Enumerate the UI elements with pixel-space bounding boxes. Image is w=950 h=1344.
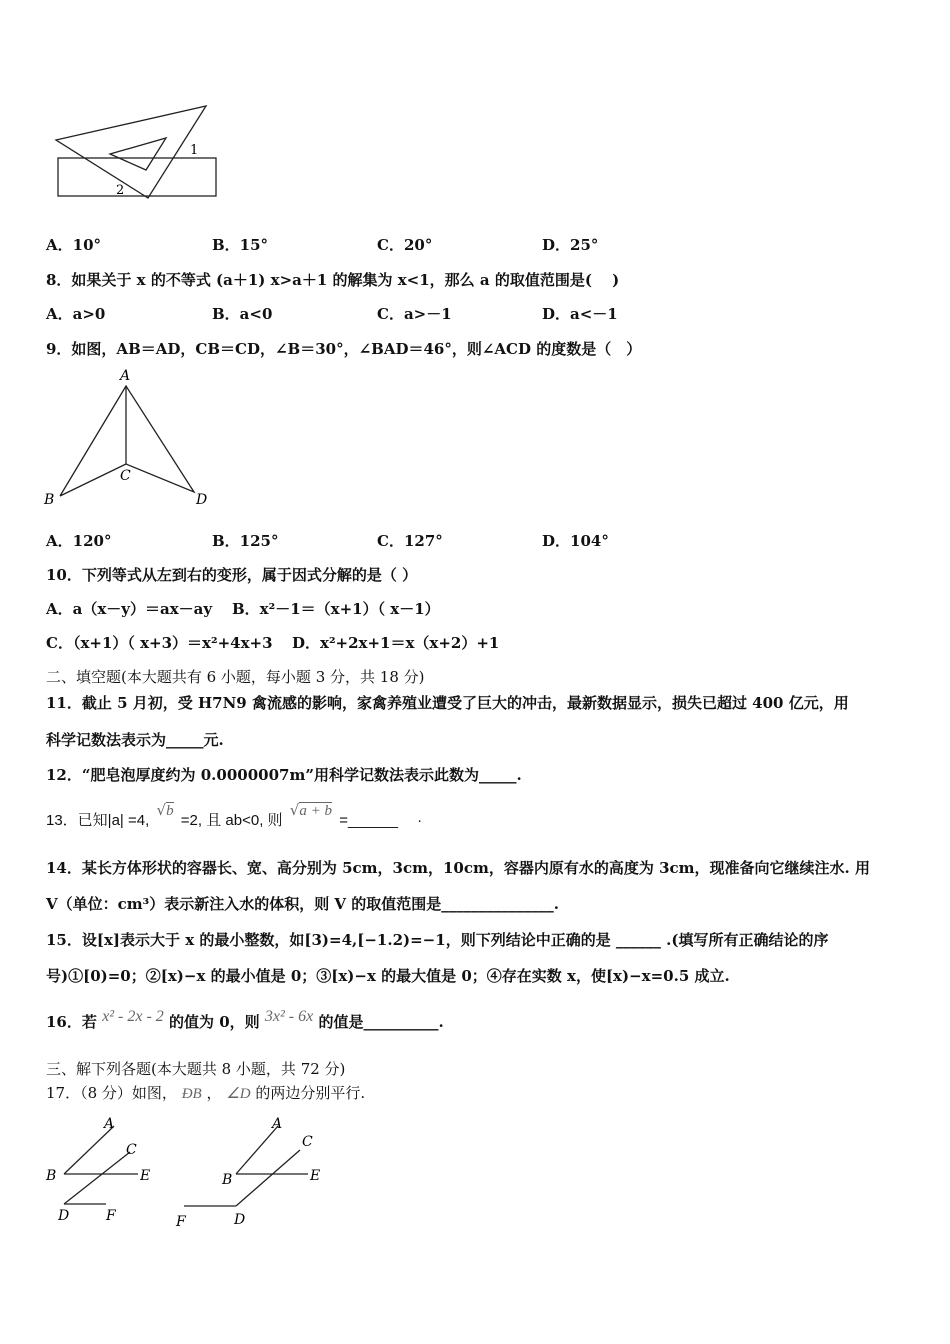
vertex-d-label: D bbox=[196, 492, 208, 508]
q13-question bbox=[46, 801, 423, 831]
parallel-angles-figure-2 bbox=[170, 1110, 330, 1230]
q8-option-d[interactable]: D．a<－1 bbox=[542, 305, 618, 323]
q13-mid: =2, 且 ab<0, 则 bbox=[180, 812, 283, 829]
fig17b-label-d: D bbox=[234, 1212, 246, 1228]
fig17b-label-e: E bbox=[310, 1168, 321, 1184]
parallel-angles-figure-1 bbox=[40, 1110, 170, 1230]
q17-question bbox=[46, 1083, 365, 1104]
ray-dc-2 bbox=[236, 1150, 300, 1206]
q13-prefix: 13．已知|a| =4, bbox=[46, 812, 150, 829]
fig17a-label-a: A bbox=[104, 1116, 115, 1132]
q9-option-d[interactable]: D．104° bbox=[542, 532, 609, 550]
q14-line1: 14．某长方体形状的容器长、宽、高分别为 5cm，3cm，10cm，容器内原有水的高度为 3cm，现准备向它继续注水. 用 bbox=[46, 859, 870, 877]
q11-line2: 科学记数法表示为_____元. bbox=[46, 731, 224, 749]
ray-dc bbox=[64, 1152, 130, 1204]
q15-line1: 15．设[x]表示大于 x 的最小整数，如[3)=4,[−1.2)=−1，则下列结论中正确的是 ______ .(填写所有正确结论的序 bbox=[46, 931, 829, 949]
fig17a-label-c: C bbox=[126, 1142, 137, 1158]
q11-line1: 11．截止 5 月初，受 H7N9 禽流感的影响，家禽养殖业遭受了巨大的冲击，最新数据显示，损失已超过 400 亿元，用 bbox=[46, 694, 849, 712]
q10-option-b[interactable]: B．x²－1＝（x+1）（ x－1） bbox=[232, 600, 440, 618]
angle-1-label: 1 bbox=[190, 143, 199, 158]
section-3-heading: 三、解下列各题(本大题共 8 小题，共 72 分) bbox=[46, 1060, 346, 1078]
vertex-b-label: B bbox=[44, 492, 55, 508]
fig17b-label-b: B bbox=[222, 1172, 233, 1188]
fig17b-label-c: C bbox=[302, 1134, 313, 1150]
q9-option-c[interactable]: C．127° bbox=[377, 532, 443, 550]
inner-triangle bbox=[110, 138, 166, 170]
q7-option-d[interactable]: D．25° bbox=[542, 236, 599, 254]
q9-option-a[interactable]: A．120° bbox=[46, 532, 112, 550]
q17-mid: ， bbox=[206, 1084, 222, 1102]
fig17b-label-f: F bbox=[176, 1214, 186, 1230]
ray-ba bbox=[64, 1126, 114, 1174]
section-2-heading: 二、填空题(本大题共有 6 小题，每小题 3 分，共 18 分) bbox=[46, 668, 425, 686]
q7-option-a[interactable]: A．10° bbox=[46, 236, 102, 254]
q16-suffix: 的值是__________. bbox=[318, 1013, 444, 1031]
triangle-ruler-figure bbox=[50, 98, 250, 208]
q12-question: 12．“肥皂泡厚度约为 0.0000007m”用科学记数法表示此数为_____. bbox=[46, 766, 522, 784]
q10-option-c[interactable]: C．（x+1）（ x+3）＝x²+4x+3 bbox=[46, 634, 273, 652]
sqrt-b: √b bbox=[156, 801, 174, 819]
q8-question: 8．如果关于 x 的不等式 (a＋1) x>a＋1 的解集为 x<1，那么 a 的取值范围是( ) bbox=[46, 271, 620, 289]
q17-angle-d: ∠D bbox=[226, 1086, 251, 1102]
q9-option-b[interactable]: B．125° bbox=[212, 532, 279, 550]
q16-mid: 的值为 0，则 bbox=[169, 1013, 260, 1031]
q10-option-d[interactable]: D．x²+2x+1＝x（x+2）+1 bbox=[292, 634, 500, 652]
q17-prefix: 17．（8 分）如图， bbox=[46, 1084, 177, 1102]
fig17a-label-e: E bbox=[140, 1168, 151, 1184]
q10-question: 10．下列等式从左到右的变形，属于因式分解的是（ ） bbox=[46, 566, 418, 584]
q17-suffix: 的两边分别平行. bbox=[255, 1084, 366, 1102]
fig17a-label-d: D bbox=[58, 1208, 70, 1224]
q13-suffix: =______ · bbox=[339, 812, 423, 829]
q7-option-b[interactable]: B．15° bbox=[212, 236, 269, 254]
q16-question bbox=[46, 1008, 444, 1033]
vertex-c-label: C bbox=[120, 468, 131, 484]
q16-expr2: 3x² - 6x bbox=[264, 1008, 314, 1025]
q15-line2: 号)①[0)=0；②[x)−x 的最小值是 0；③[x)−x 的最大值是 0；④存在实数 x，使[x)−x=0.5 成立. bbox=[46, 967, 730, 985]
kite-figure bbox=[40, 366, 220, 511]
ray-ba-2 bbox=[236, 1126, 278, 1174]
q14-line2: V（单位：cm³）表示新注入水的体积，则 V 的取值范围是_______________. bbox=[46, 895, 560, 913]
outer-triangle bbox=[56, 106, 206, 198]
sqrt-b-radicand: b bbox=[166, 803, 174, 819]
q16-prefix: 16．若 bbox=[46, 1013, 97, 1031]
sqrt-ab-radicand: a + b bbox=[299, 803, 332, 819]
q8-option-a[interactable]: A．a>0 bbox=[46, 305, 106, 323]
fig17a-label-b: B bbox=[46, 1168, 57, 1184]
sqrt-ab: √a + b bbox=[289, 801, 332, 819]
q7-option-c[interactable]: C．20° bbox=[377, 236, 433, 254]
q16-expr1: x² - 2x - 2 bbox=[102, 1008, 164, 1025]
vertex-a-label: A bbox=[120, 368, 131, 384]
angle-2-label: 2 bbox=[116, 183, 125, 198]
q9-question: 9．如图，AB＝AD，CB＝CD，∠B＝30°，∠BAD＝46°，则∠ACD 的度数是（ ） bbox=[46, 340, 642, 358]
q8-option-b[interactable]: B．a<0 bbox=[212, 305, 273, 323]
q8-option-c[interactable]: C．a>－1 bbox=[377, 305, 452, 323]
q17-angle-b: ÐB bbox=[181, 1086, 202, 1102]
fig17a-label-f: F bbox=[106, 1208, 116, 1224]
fig17b-label-a: A bbox=[272, 1116, 283, 1132]
q10-option-a[interactable]: A．a（x－y）＝ax－ay bbox=[46, 600, 213, 618]
